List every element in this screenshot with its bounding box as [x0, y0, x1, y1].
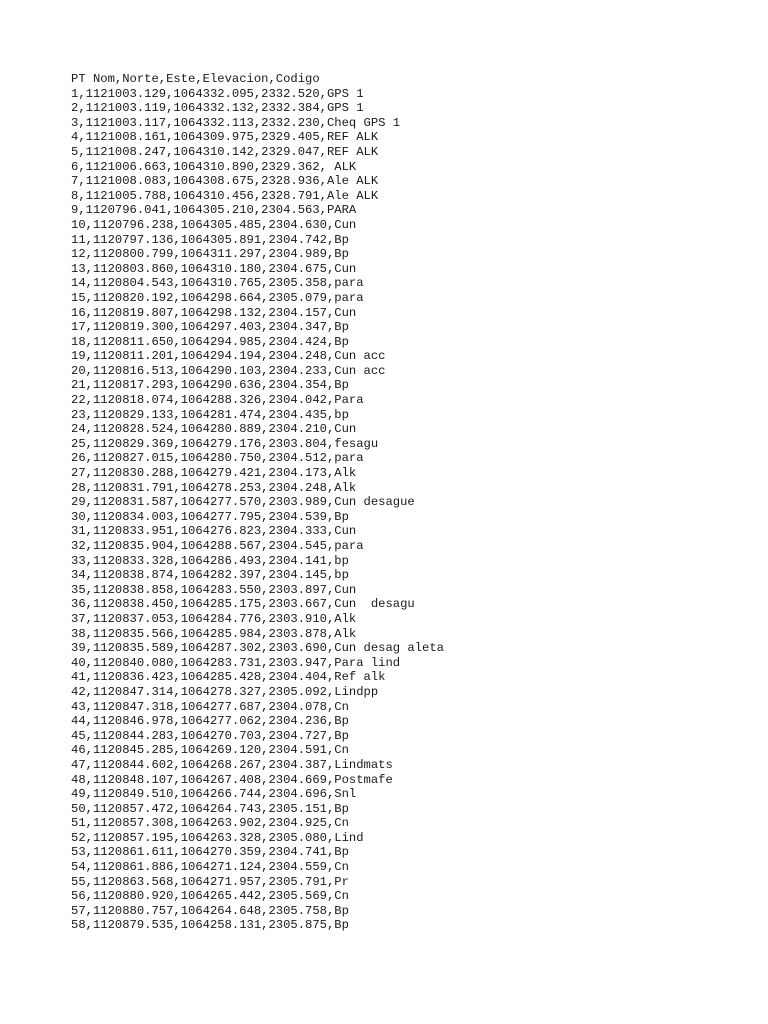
csv-row: 17,1120819.300,1064297.403,2304.347,Bp: [71, 320, 349, 335]
csv-row: 42,1120847.314,1064278.327,2305.092,Lindpp: [71, 684, 379, 699]
csv-row: 56,1120880.920,1064265.442,2305.569,Cn: [71, 889, 349, 904]
csv-row: 26,1120827.015,1064280.750,2304.512,para: [71, 451, 364, 466]
csv-row: 9,1120796.041,1064305.210,2304.563,PARA: [71, 203, 357, 218]
csv-row: 11,1120797.136,1064305.891,2304.742,Bp: [71, 232, 349, 247]
csv-row: 15,1120820.192,1064298.664,2305.079,para: [71, 290, 364, 305]
csv-row: 4,1121008.161,1064309.975,2329.405,REF ALK: [71, 130, 379, 145]
csv-row: 24,1120828.524,1064280.889,2304.210,Cun: [71, 422, 357, 437]
csv-row: 18,1120811.650,1064294.985,2304.424,Bp: [71, 334, 349, 349]
csv-row: 36,1120838.450,1064285.175,2303.667,Cun desagu: [71, 597, 415, 612]
csv-row: 33,1120833.328,1064286.493,2304.141,bp: [71, 553, 349, 568]
csv-row: 52,1120857.195,1064263.328,2305.080,Lind: [71, 830, 364, 845]
csv-row: 12,1120800.799,1064311.297,2304.989,Bp: [71, 247, 349, 262]
csv-row: 1,1121003.129,1064332.095,2332.520,GPS 1: [71, 86, 364, 101]
csv-row: 21,1120817.293,1064290.636,2304.354,Bp: [71, 378, 349, 393]
csv-row: 5,1121008.247,1064310.142,2329.047,REF ALK: [71, 144, 379, 159]
csv-row: 45,1120844.283,1064270.703,2304.727,Bp: [71, 728, 349, 743]
document-page: [71, 72, 748, 933]
csv-row: 48,1120848.107,1064267.408,2304.669,Postmafe: [71, 772, 393, 787]
csv-row: 22,1120818.074,1064288.326,2304.042,Para: [71, 393, 364, 408]
csv-row: 27,1120830.288,1064279.421,2304.173,Alk: [71, 466, 357, 481]
csv-row: 32,1120835.904,1064288.567,2304.545,para: [71, 539, 364, 553]
csv-row: 7,1121008.083,1064308.675,2328.936,Ale ALK: [71, 174, 379, 189]
csv-row: 10,1120796.238,1064305.485,2304.630,Cun: [71, 217, 357, 232]
csv-row: 23,1120829.133,1064281.474,2304.435,bp: [71, 407, 349, 422]
csv-row: 14,1120804.543,1064310.765,2305.358,para: [71, 276, 364, 291]
csv-row: 47,1120844.602,1064268.267,2304.387,Lindmats: [71, 757, 393, 772]
csv-row: 35,1120838.858,1064283.550,2303.897,Cun: [71, 582, 357, 597]
csv-row: 57,1120880.757,1064264.648,2305.758,Bp: [71, 903, 349, 918]
csv-row: 8,1121005.788,1064310.456,2328.791,Ale ALK: [71, 188, 379, 203]
csv-row: 28,1120831.791,1064278.253,2304.248,Alk: [71, 480, 357, 495]
csv-row: 31,1120833.951,1064276.823,2304.333,Cun: [71, 524, 357, 539]
csv-row: 40,1120840.080,1064283.731,2303.947,Para lind: [71, 655, 401, 670]
csv-row: 39,1120835.589,1064287.302,2303.690,Cun desag aleta: [71, 641, 444, 656]
csv-row: 37,1120837.053,1064284.776,2303.910,Alk: [71, 611, 357, 626]
csv-row: 46,1120845.285,1064269.120,2304.591,Cn: [71, 743, 349, 758]
csv-row: 2,1121003.119,1064332.132,2332.384,GPS 1: [71, 101, 364, 116]
csv-row: 13,1120803.860,1064310.180,2304.675,Cun: [71, 261, 357, 276]
csv-row: 19,1120811.201,1064294.194,2304.248,Cun acc: [71, 349, 386, 364]
csv-header: PT Nom,Norte,Este,Elevacion,Codigo: [71, 72, 320, 86]
csv-row: 55,1120863.568,1064271.957,2305.791,Pr: [71, 874, 349, 889]
csv-row: 34,1120838.874,1064282.397,2304.145,bp: [71, 568, 349, 583]
csv-row: 6,1121006.663,1064310.890,2329.362, ALK: [71, 159, 357, 174]
csv-row: 41,1120836.423,1064285.428,2304.404,Ref alk: [71, 670, 386, 685]
csv-row: 43,1120847.318,1064277.687,2304.078,Cn: [71, 699, 349, 714]
csv-row: 50,1120857.472,1064264.743,2305.151,Bp: [71, 801, 349, 816]
csv-row: 16,1120819.807,1064298.132,2304.157,Cun: [71, 305, 357, 320]
csv-row: 3,1121003.117,1064332.113,2332.230,Cheq GPS 1: [71, 115, 401, 130]
csv-row: 49,1120849.510,1064266.744,2304.696,Snl: [71, 787, 357, 802]
csv-row: 29,1120831.587,1064277.570,2303.989,Cun desague: [71, 495, 415, 510]
csv-row: 58,1120879.535,1064258.131,2305.875,Bp: [71, 918, 349, 933]
csv-row: 44,1120846.978,1064277.062,2304.236,Bp: [71, 714, 349, 729]
csv-row: 53,1120861.611,1064270.359,2304.741,Bp: [71, 845, 349, 860]
csv-row: 30,1120834.003,1064277.795,2304.539,Bp: [71, 509, 349, 524]
csv-row: 25,1120829.369,1064279.176,2303.804,fesagu: [71, 436, 379, 451]
csv-row: 51,1120857.308,1064263.902,2304.925,Cn: [71, 816, 349, 831]
csv-rows: [71, 87, 748, 933]
csv-row: 38,1120835.566,1064285.984,2303.878,Alk: [71, 626, 357, 641]
csv-row: 20,1120816.513,1064290.103,2304.233,Cun acc: [71, 363, 386, 378]
csv-row: 54,1120861.886,1064271.124,2304.559,Cn: [71, 860, 349, 875]
